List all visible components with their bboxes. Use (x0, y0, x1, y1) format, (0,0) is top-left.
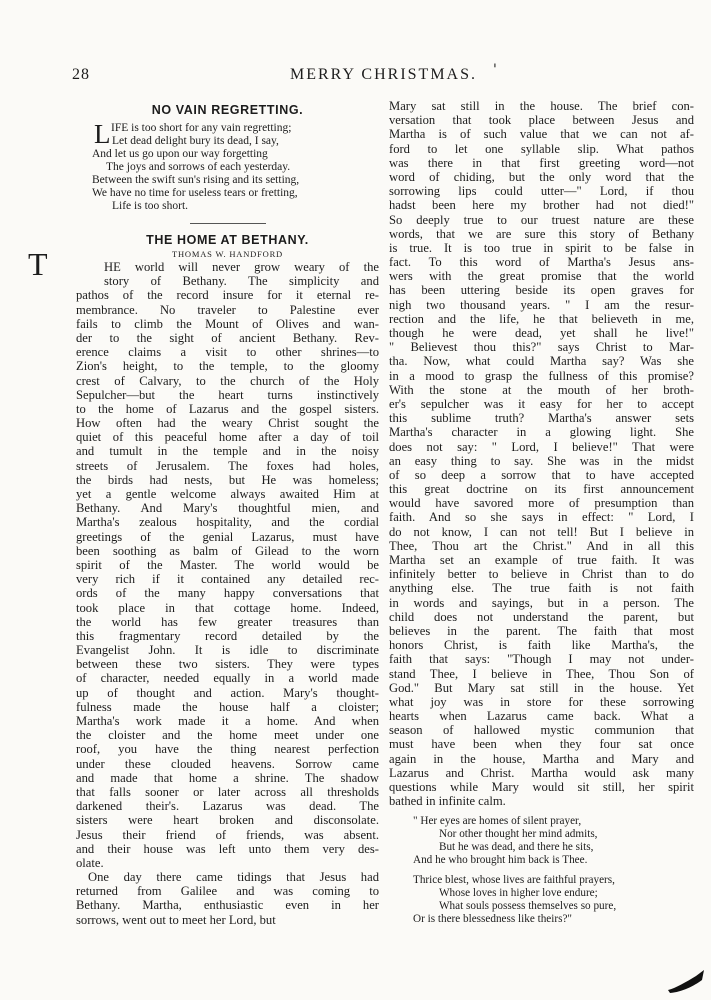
poem-no-vain-regretting (76, 119, 379, 213)
text-line: Martha's work made it a home. And when (76, 714, 379, 728)
text-line: honors Christ, is faith like Martha's, the (389, 638, 694, 653)
text-line: does not say: " Lord, I believe!" That were (389, 439, 694, 454)
text-line: very rich if it contained any detailed rec- (76, 572, 379, 587)
poem-line: But he was dead, and there he sits, (439, 841, 594, 854)
ink-blot-mark (666, 968, 706, 994)
text-line: that falls sooner or later across all thresholds (76, 784, 379, 799)
article-left-body (76, 260, 379, 927)
text-line: this fragmentary record detailed by the (76, 628, 379, 643)
text-line: erence claims a visit to other shrines—to (76, 345, 379, 360)
text-line: One day there came tidings that Jesus had (88, 870, 379, 885)
text-line: do not know, I can not tell! But I believe in (389, 524, 694, 539)
poem-title: NO VAIN REGRETTING. (151, 103, 304, 117)
section-divider (190, 223, 266, 224)
text-line: in words and sayings, but in a person. The (389, 595, 694, 610)
text-line: though he were dead, yet shall he live!" (389, 326, 694, 340)
text-line: Thee, Thou art the Christ." And in all this (389, 538, 694, 553)
text-line: sisters were heart broken and disconsolate. (76, 813, 379, 828)
right-column (389, 99, 694, 926)
poem-line: Let dead delight bury its dead, I say, (112, 135, 279, 147)
text-line: faith that says: "Though I may not under- (389, 652, 694, 667)
text-line: faith. And so she says in effect: " Lord, I (389, 510, 694, 525)
text-line: yet a gentle welcome always awaited Him at (76, 487, 379, 501)
text-line: between these two sisters. They were types (76, 657, 379, 672)
text-line: roof, you have the thing nearest perfection (76, 742, 379, 757)
text-line: quiet of this peaceful home after a day of toil (76, 430, 379, 445)
text-line: So deeply true to our truest nature are these (389, 212, 694, 227)
text-line: hadst been here my brother had not died!" (389, 198, 694, 213)
text-line: hearts when Lazarus came back. What a (389, 709, 694, 724)
text-line: With the stone at the mouth of her broth- (389, 382, 694, 397)
text-line: took place in that cottage home. Indeed, (76, 600, 379, 615)
text-line: infinitely better to believe in Christ than to do (389, 567, 694, 582)
text-line: an easy thing to say. She was in the midst (389, 453, 694, 468)
text-line: Mary sat still in the house. The brief con- (389, 99, 694, 113)
text-line: stand Thee, I believe in Thee, Thou Son of (389, 666, 694, 681)
text-line: season of hallowed mystic communion that (389, 723, 694, 738)
text-line: HE world will never grow weary of the (104, 260, 379, 274)
text-line: Sepulcher—but the heart turns instinctively (76, 387, 379, 402)
text-line: fact. To this word of Martha's Jesus ans- (389, 255, 694, 270)
text-line: Zion's height, to the temple, to the gloomy (76, 359, 379, 374)
text-line: under these clouded heavens. Sorrow came (76, 756, 379, 771)
text-line: Martha is of such value that we can not af- (389, 127, 694, 142)
text-line: and tumult in the temple and in the noisy (76, 444, 379, 459)
text-line: the birds had nests, but He was homeless; (76, 472, 379, 487)
text-line: God." But Mary sat still in the house. Yet (389, 680, 694, 695)
text-line: was there in that first greeting word—not (389, 155, 694, 170)
text-line: and made that home a shrine. The shadow (76, 770, 379, 785)
article-author: THOMAS W. HANDFORD (172, 249, 283, 259)
text-line: what joy was in store for these sorrowing (389, 694, 694, 709)
poem-line: IFE is too short for any vain regretting; (111, 122, 292, 134)
text-line: Bethany. And Mary's thoughtful mien, and (76, 501, 379, 516)
text-line: membrance. No traveler to Palestine ever (76, 302, 379, 317)
text-line: Bethany. Martha, enthusiastic even in her (76, 898, 379, 913)
poem-line: And he who brought him back is Thee. (413, 854, 588, 867)
text-line: must have been when they four sat once (389, 737, 694, 752)
text-line: again in the house, Martha and Mary and (389, 751, 694, 766)
poem-line: Between the swift sun's rising and its setting, (92, 174, 300, 186)
text-line: Evangelist John. It is idle to discriminate (76, 643, 379, 658)
text-line: versation that took place between Jesus and (389, 113, 694, 128)
text-line: wers with the great promise that the world (389, 269, 694, 284)
text-line: to the home of Lazarus and the gospel sisters. (76, 401, 379, 416)
text-line: er's sepulcher was it easy for her to accept (389, 396, 694, 411)
text-line: been soothing as balm of Gilead to the worn (76, 543, 379, 558)
text-line: returned from Galilee and was coming to (76, 884, 379, 899)
text-line: is true. It is too true in spirit to be false in (389, 240, 694, 255)
text-line: questions while Mary would sit still, her spirit (389, 780, 694, 794)
text-line: Jesus their friend of friends, was absent. (76, 827, 379, 842)
text-line: Martha's zealous hospitality, and the cordial (76, 515, 379, 530)
text-line: this sublime truth? Martha's answer sets (389, 411, 694, 426)
text-line: " Believest thou this?" says Christ to Mar- (389, 340, 694, 355)
text-line: fulness made the house half a cloister; (76, 699, 379, 714)
text-line: words, that we are sure this story of Bethany (389, 226, 694, 241)
running-title-mark: ' (493, 62, 497, 78)
text-line: child does not understand the parent, but (389, 609, 694, 624)
text-line: word of chiding, but the only word that the (389, 169, 694, 184)
poem-line: What souls possess themselves so pure, (439, 900, 617, 913)
running-title: MERRY CHRISTMAS. (290, 66, 477, 83)
text-line: der to the sight of ancient Bethany. Rev- (76, 330, 379, 345)
article-title: THE HOME AT BETHANY. (146, 233, 309, 247)
text-line: in a mood to grasp the fullness of this promise? (389, 368, 694, 383)
poem-line: Thrice blest, whose lives are faithful prayers, (413, 874, 615, 887)
text-line: the world has few greater treasures than (76, 614, 379, 629)
poem-line: Nor other thought her mind admits, (439, 828, 598, 841)
text-line: tha. Now, what could Martha say? Was she (389, 354, 694, 369)
text-line: anything else. The true faith is not faith (389, 581, 694, 596)
text-line: ford to let one syllable slip. What pathos (389, 141, 694, 156)
text-line: sorrowing lips could utter—" Lord, if thou (389, 184, 694, 199)
closing-poem (389, 815, 694, 926)
text-line: greetings of the genial Lazarus, must have (76, 529, 379, 544)
text-line: rection and the life, he that believeth in me, (389, 311, 694, 326)
left-column (76, 99, 379, 927)
poem-line: Whose loves in higher love endure; (439, 887, 598, 900)
poem-line: We have no time for useless tears or fretting, (92, 187, 298, 199)
text-line: Lazarus and Christ. Martha would ask many (389, 765, 694, 780)
text-line: would have savored more of presumption than (389, 496, 694, 511)
poem-line: The joys and sorrows of each yesterday. (106, 161, 291, 173)
text-line: ords of the many happy conversations that (76, 586, 379, 601)
text-line: story of Bethany. The simplicity and (104, 274, 379, 289)
text-line: olate. (76, 855, 104, 870)
text-line: and their house was left unto them very des- (76, 841, 379, 856)
text-line: has been uttering beside its open graves for (389, 283, 694, 298)
text-line: of so deep a sorrow that to have accepted (389, 467, 694, 482)
text-line: believes in the parent. The faith that most (389, 623, 694, 638)
text-line: Martha set an example of true faith. It was (389, 553, 694, 567)
poem-line: " Her eyes are homes of silent prayer, (413, 815, 582, 828)
text-line: up of thought and action. Mary's thought- (76, 685, 379, 700)
article-drop-cap: T (28, 246, 48, 282)
text-line: Martha's character in a glowing light. She (389, 425, 694, 440)
text-line: crest of Calvary, to the church of the Holy (76, 373, 379, 388)
poem-line: Or is there blessedness like theirs?" (413, 913, 572, 926)
text-line: spirit of the Master. The world would be (76, 557, 379, 572)
text-line: bathed in infinite calm. (389, 794, 506, 809)
text-line: fails to climb the Mount of Olives and wan- (76, 316, 379, 331)
text-line: How often had the weary Christ sought the (76, 416, 379, 431)
text-line: pathos of the record insure for it eternal re- (76, 288, 379, 303)
text-line: streets of Jerusalem. The foxes had holes, (76, 458, 379, 473)
text-line: this great doctrine on its first announcement (389, 482, 694, 497)
text-line: sorrows, went out to meet her Lord, but (76, 912, 276, 927)
article-right-body (389, 99, 694, 808)
text-line: nigh two thousand years. " I am the resur- (389, 297, 694, 312)
page-number: 28 (72, 66, 90, 83)
poem-line: And let us go upon our way forgetting (92, 148, 268, 160)
text-line: of character, needed equally in a world made (76, 671, 379, 686)
poem-drop-cap: L (94, 119, 111, 149)
poem-line: Life is too short. (112, 200, 189, 212)
text-line: darkened their's. Lazarus was dead. The (76, 799, 379, 814)
text-line: the cloister and the home meet under one (76, 728, 379, 743)
